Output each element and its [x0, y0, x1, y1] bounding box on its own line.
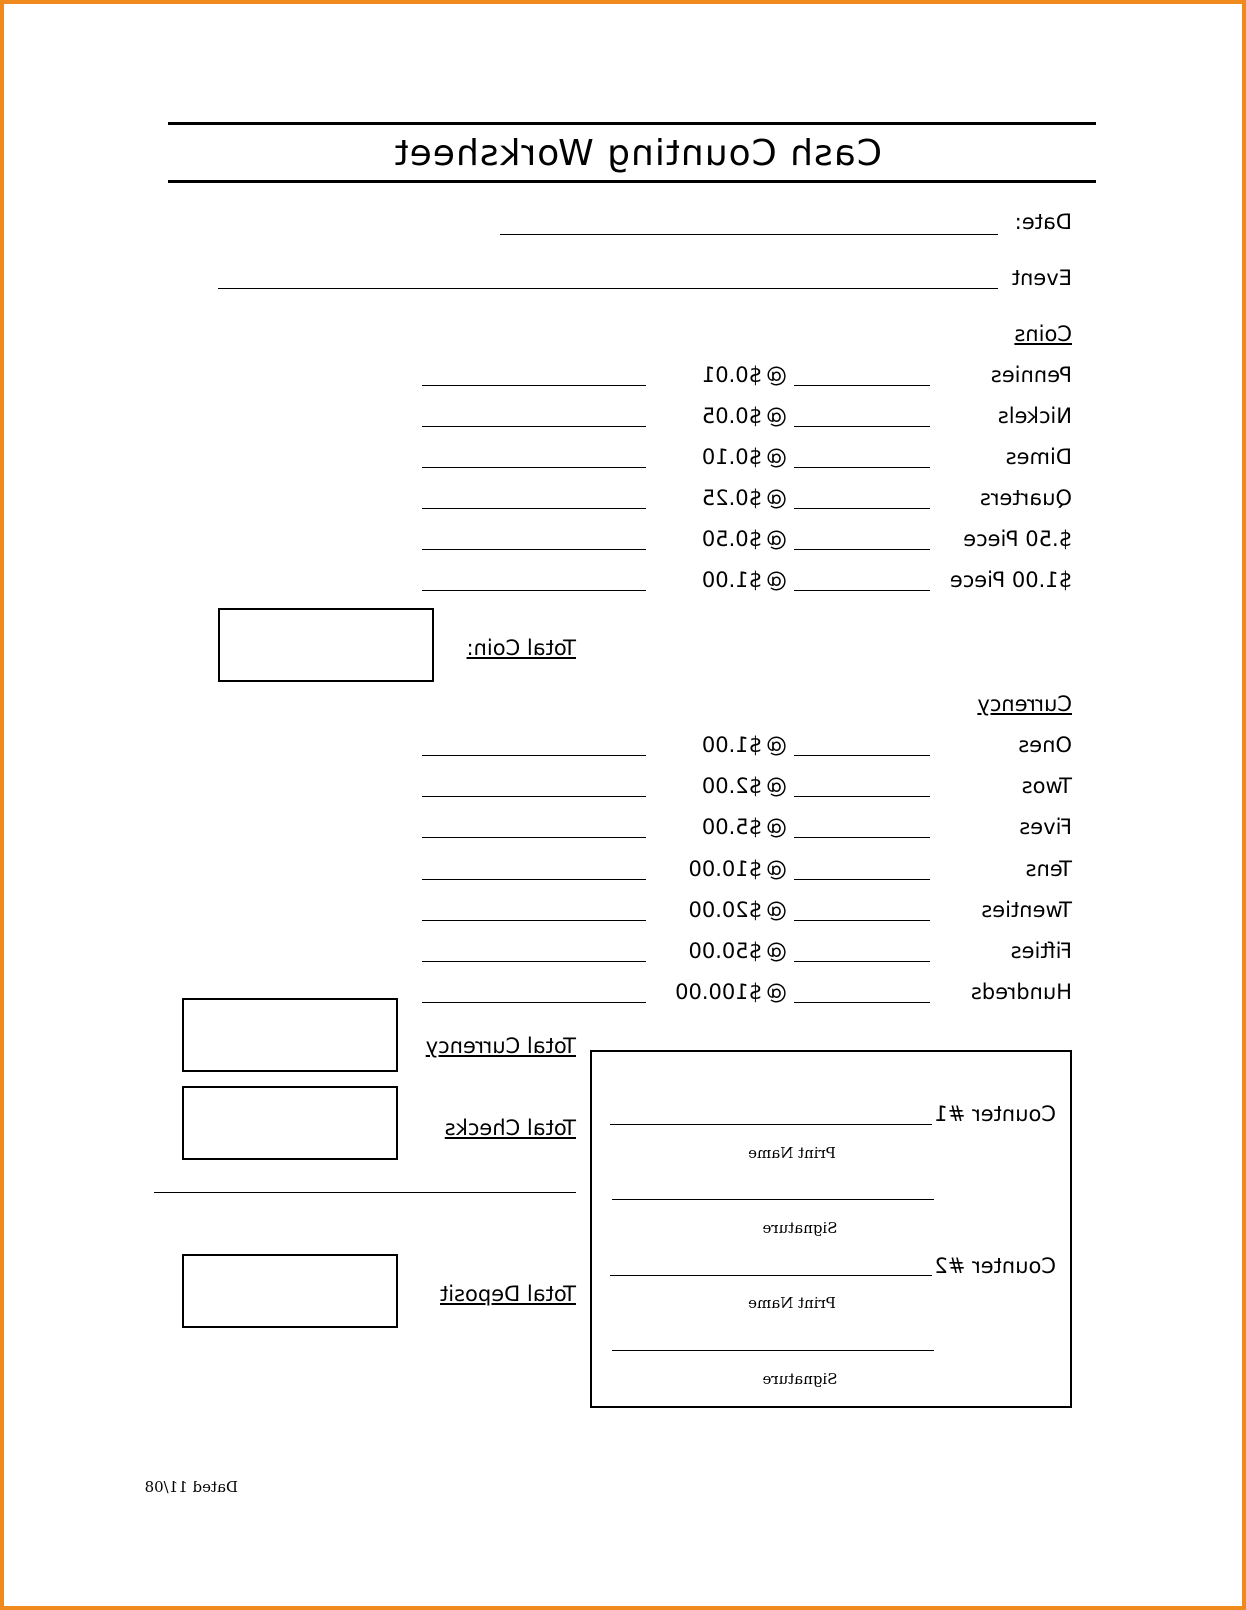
currency-heading: Currency — [977, 692, 1072, 716]
amount-field[interactable] — [422, 426, 646, 427]
counter2-label: Counter #2 — [934, 1254, 1056, 1278]
amount-field[interactable] — [422, 879, 646, 880]
amount-field[interactable] — [422, 385, 646, 386]
at-symbol: @ — [766, 568, 787, 592]
amount-field[interactable] — [422, 961, 646, 962]
at-symbol: @ — [766, 404, 787, 428]
amount-field[interactable] — [422, 549, 646, 550]
count-field[interactable] — [794, 796, 930, 797]
count-field[interactable] — [794, 549, 930, 550]
amount-field[interactable] — [422, 1002, 646, 1003]
denomination-rate: $5.00 — [701, 815, 762, 840]
denomination-label: Dimes — [1005, 445, 1072, 469]
at-symbol: @ — [766, 815, 787, 840]
counter1-signature-field[interactable] — [612, 1199, 934, 1200]
denomination-rate: $2.00 — [701, 774, 762, 799]
denomination-rate: $0.05 — [701, 404, 762, 428]
counter1-signature-caption: Signature — [762, 1219, 838, 1237]
counter2-signature-caption: Signature — [762, 1370, 838, 1388]
total-currency-box[interactable] — [182, 998, 398, 1072]
denomination-rate: $1.00 — [701, 568, 762, 592]
amount-field[interactable] — [422, 837, 646, 838]
total-coin-label: Total Coin: — [466, 636, 576, 660]
denomination-rate: $100.00 — [675, 980, 762, 1005]
denomination-label: $.50 Piece — [963, 527, 1072, 551]
denomination-rate: $1.00 — [701, 733, 762, 757]
count-field[interactable] — [794, 961, 930, 962]
denomination-rate: $20.00 — [688, 897, 762, 922]
count-field[interactable] — [794, 1002, 930, 1003]
counter2-name-field[interactable] — [610, 1275, 932, 1276]
at-symbol: @ — [766, 733, 787, 757]
amount-field[interactable] — [422, 755, 646, 756]
denomination-rate: $0.10 — [701, 445, 762, 469]
denomination-rate: $0.25 — [701, 486, 762, 510]
event-field[interactable] — [218, 288, 998, 289]
denomination-label: Twos — [1021, 774, 1072, 799]
counter1-print-name-caption: Print Name — [748, 1144, 836, 1162]
denomination-label: $1.00 Piece — [949, 568, 1072, 592]
count-field[interactable] — [794, 426, 930, 427]
amount-field[interactable] — [422, 467, 646, 468]
counter1-name-field[interactable] — [610, 1124, 932, 1125]
count-field[interactable] — [794, 920, 930, 921]
count-field[interactable] — [794, 837, 930, 838]
worksheet — [4, 4, 1242, 1606]
at-symbol: @ — [766, 774, 787, 799]
denomination-rate: $10.00 — [688, 856, 762, 881]
counter2-print-name-caption: Print Name — [748, 1294, 836, 1312]
counter1-label: Counter #1 — [934, 1102, 1056, 1126]
denomination-label: Fifties — [1010, 939, 1072, 963]
count-field[interactable] — [794, 879, 930, 880]
date-field[interactable] — [500, 234, 998, 235]
date-label: Date: — [1014, 210, 1072, 234]
count-field[interactable] — [794, 590, 930, 591]
at-symbol: @ — [766, 527, 787, 551]
at-symbol: @ — [766, 980, 787, 1005]
total-currency-label: Total Currency — [425, 1034, 576, 1058]
denomination-label: Nickels — [997, 404, 1072, 428]
amount-field[interactable] — [422, 508, 646, 509]
denomination-label: Fives — [1019, 815, 1072, 840]
footer-dated: Dated 11/08 — [144, 1478, 238, 1496]
at-symbol: @ — [766, 856, 787, 881]
count-field[interactable] — [794, 467, 930, 468]
denomination-label: Pennies — [990, 363, 1072, 387]
at-symbol: @ — [766, 939, 787, 963]
amount-field[interactable] — [422, 590, 646, 591]
count-field[interactable] — [794, 508, 930, 509]
event-label: Event — [1011, 266, 1072, 290]
denomination-label: Tens — [1025, 856, 1072, 881]
amount-field[interactable] — [422, 796, 646, 797]
at-symbol: @ — [766, 486, 787, 510]
count-field[interactable] — [794, 755, 930, 756]
at-symbol: @ — [766, 363, 787, 387]
total-checks-label: Total Checks — [444, 1116, 576, 1140]
amount-field[interactable] — [422, 920, 646, 921]
total-deposit-box[interactable] — [182, 1254, 398, 1328]
denomination-label: Quarters — [979, 486, 1072, 510]
title-top-rule — [168, 122, 1096, 125]
title-bottom-rule — [168, 180, 1096, 183]
at-symbol: @ — [766, 897, 787, 922]
denomination-rate: $50.00 — [688, 939, 762, 963]
coins-heading: Coins — [1014, 322, 1072, 346]
at-symbol: @ — [766, 445, 787, 469]
denomination-label: Ones — [1018, 733, 1072, 757]
denomination-label: Hundreds — [970, 980, 1072, 1005]
total-coin-box[interactable] — [218, 608, 434, 682]
total-checks-box[interactable] — [182, 1086, 398, 1160]
denomination-rate: $0.01 — [701, 363, 762, 387]
count-field[interactable] — [794, 385, 930, 386]
page-title: Cash Counting Worksheet — [393, 133, 882, 174]
subtotal-rule — [154, 1192, 576, 1193]
denomination-rate: $0.50 — [701, 527, 762, 551]
counter2-signature-field[interactable] — [612, 1350, 934, 1351]
total-deposit-label: Total Deposit — [440, 1282, 576, 1306]
denomination-label: Twenties — [981, 897, 1072, 922]
